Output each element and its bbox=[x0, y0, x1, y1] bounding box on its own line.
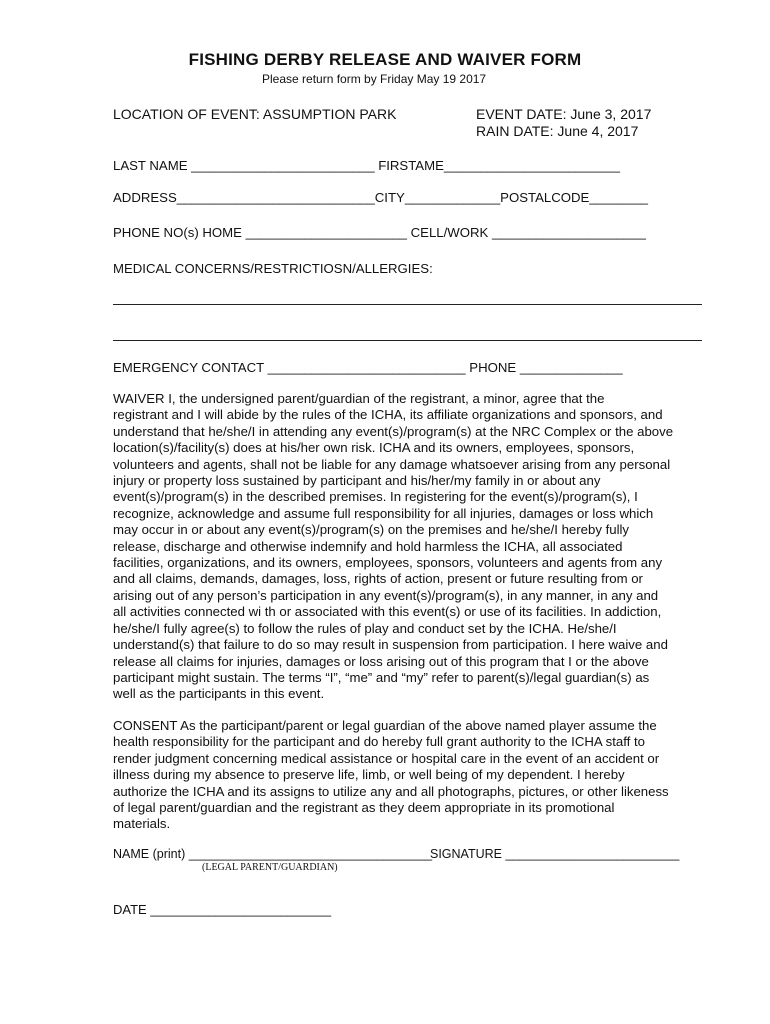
waiver-line: location(s)/facility(s) does at his/her own risk. ICHA and its owners, employees, sponsors, bbox=[113, 440, 635, 456]
waiver-line: understand that he/she/I in attending any event(s)/program(s) at the NRC Complex or the above bbox=[113, 423, 674, 439]
consent-line: CONSENT As the participant/parent or legal guardian of the above named player assume the bbox=[113, 718, 657, 733]
waiver-line: volunteers and agents, shall not be liable for any damage whatsoever arising from any personal bbox=[113, 456, 671, 472]
form-subtitle: Please return form by Friday May 19 2017 bbox=[262, 72, 487, 86]
waiver-line: WAIVER I, the undersigned parent/guardian of the registrant, a minor, agree that the bbox=[113, 391, 605, 406]
emergency-contact-line[interactable]: EMERGENCY CONTACT ___________________________ PHONE ______________ bbox=[113, 360, 623, 375]
waiver-line: he/she/I fully agree(s) to follow the rules of play and conduct set by the ICHA. He/she/I bbox=[113, 620, 617, 636]
waiver-line: release, discharge and otherwise indemnify and hold harmless the ICHA, all associated bbox=[113, 538, 623, 554]
form-title: FISHING DERBY RELEASE AND WAIVER FORM bbox=[188, 50, 582, 69]
waiver-line: and all claims, demands, damages, loss, rights of action, present or future resulting from or bbox=[113, 571, 643, 587]
phone-field-line[interactable]: PHONE NO(s) HOME ______________________ CELL/WORK _____________________ bbox=[113, 225, 646, 240]
medical-concerns-line-2[interactable] bbox=[113, 340, 702, 341]
rain-date: RAIN DATE: June 4, 2017 bbox=[476, 123, 639, 139]
address-field-line[interactable]: ADDRESS___________________________CITY_____________POSTALCODE________ bbox=[113, 190, 648, 205]
waiver-line: registrant and I will abide by the rules of the ICHA, its affiliate organizations and sponsors, and bbox=[113, 407, 663, 423]
medical-concerns-label: MEDICAL CONCERNS/RESTRICTIOSN/ALLERGIES: bbox=[113, 261, 433, 276]
waiver-line: facilities, organizations, and its owners, employees, sponsors, volunteers and agents from any bbox=[113, 555, 663, 571]
date-field[interactable]: DATE _________________________ bbox=[113, 902, 332, 917]
consent-line: authorize the ICHA and its assigns to utilize any and all photographs, pictures, or other likeness bbox=[113, 783, 669, 799]
consent-line: of legal parent/guardian and the registrant as they deem appropriate in its promotional bbox=[113, 800, 615, 816]
waiver-line: well as the participants in this event. bbox=[113, 686, 325, 702]
consent-line: materials. bbox=[113, 816, 171, 832]
name-field-line[interactable]: LAST NAME _________________________ FIRSTAME________________________ bbox=[113, 158, 620, 173]
waiver-line: all activities connected wi th or associated with this event(s) or use of its facilities. In addiction, bbox=[113, 604, 662, 620]
waiver-line: arising out of any person’s participation in any event(s)/program(s), in any manner, in any and bbox=[113, 587, 659, 603]
signature-field[interactable]: SIGNATURE _________________________ bbox=[430, 847, 680, 861]
consent-line: illness during my absence to preserve life, limb, or well being of my dependent. I hereby bbox=[113, 767, 625, 783]
event-location: LOCATION OF EVENT: ASSUMPTION PARK bbox=[113, 106, 397, 122]
name-print-field[interactable]: NAME (print) ___________________________________ bbox=[113, 847, 433, 861]
consent-line: health responsibility for the participant and do hereby full grant authority to the ICHA staff to bbox=[113, 734, 645, 750]
consent-line: render judgment concerning medical assistance or hospital care in the event of an accident or bbox=[113, 750, 660, 766]
waiver-line: understand(s) that failure to do so may result in suspension from participation. I here waive and bbox=[113, 637, 668, 653]
waiver-line: participant might sustain. The terms “I”, “me” and “my” refer to parent(s)/legal guardian(s) as bbox=[113, 669, 650, 685]
waiver-line: release all claims for injuries, damages or loss arising out of this program that I or the above bbox=[113, 653, 649, 669]
waiver-line: recognize, acknowledge and assume full responsibility for all injuries, damages or loss which bbox=[113, 505, 654, 521]
waiver-line: event(s)/program(s) in the described premises. In registering for the event(s)/program(s), I bbox=[113, 489, 638, 505]
waiver-line: may occur in or about any event(s)/program(s) on the premises and he/she/I hereby fully bbox=[113, 522, 630, 538]
event-date: EVENT DATE: June 3, 2017 bbox=[476, 106, 652, 122]
legal-guardian-caption: (LEGAL PARENT/GUARDIAN) bbox=[202, 862, 338, 873]
waiver-paragraph bbox=[113, 391, 709, 703]
medical-concerns-line-1[interactable] bbox=[113, 304, 702, 305]
waiver-line: injury or property loss sustained by participant and his/her/my family in or about any bbox=[113, 473, 601, 489]
consent-paragraph bbox=[113, 718, 709, 833]
